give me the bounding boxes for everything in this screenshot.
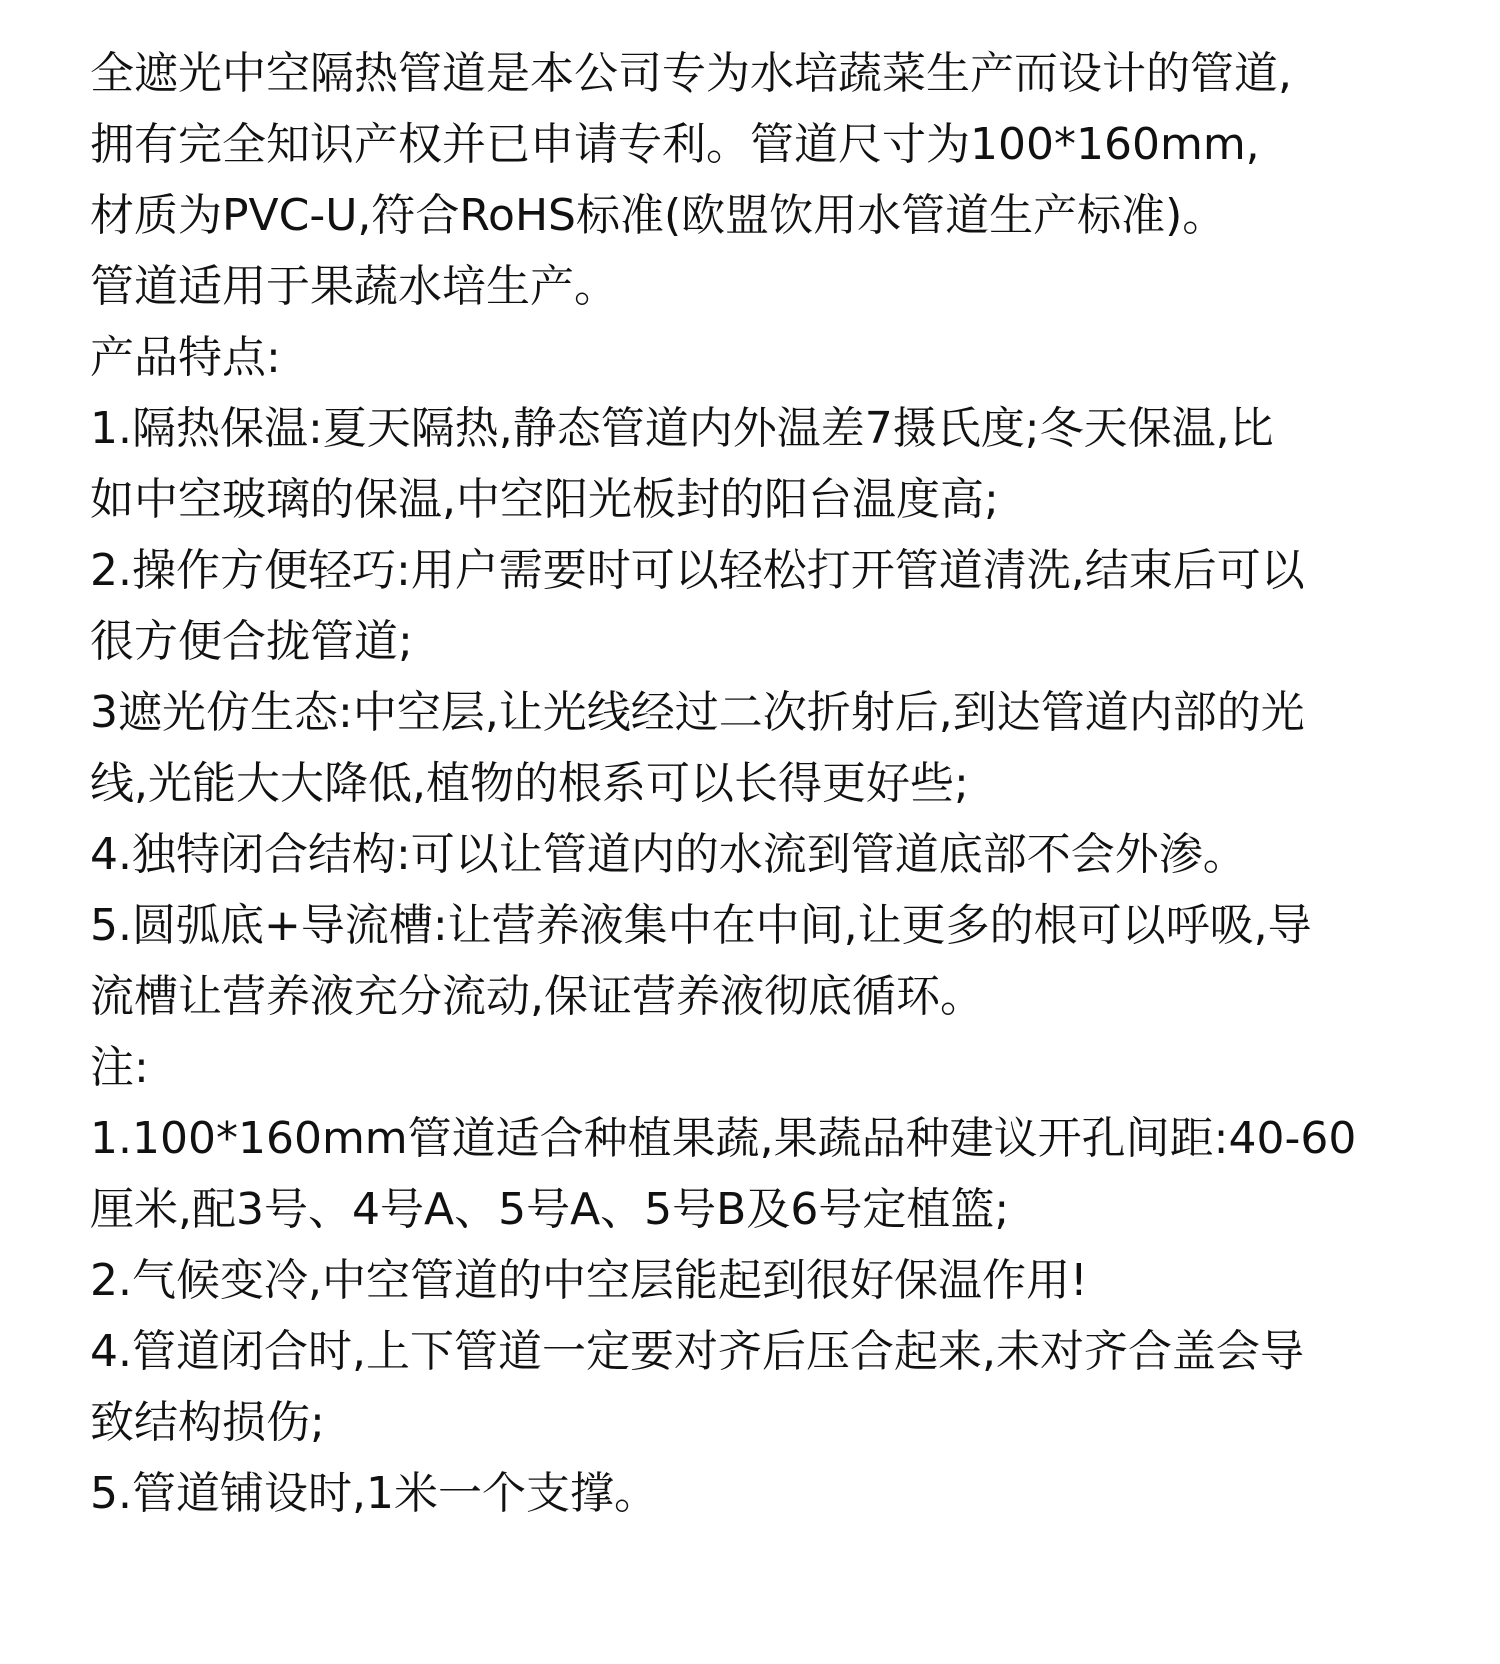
product-description <box>90 38 1430 1529</box>
feature-1-line-1: 1.隔热保温:夏天隔热,静态管道内外温差7摄氏度;冬天保温,比 <box>90 403 1274 454</box>
note-5-line-1: 5.管道铺设时,1米一个支撑。 <box>90 1468 658 1519</box>
feature-3-line-2: 线,光能大大降低,植物的根系可以长得更好些; <box>90 758 969 809</box>
intro-line-1: 全遮光中空隔热管道是本公司专为水培蔬菜生产而设计的管道, <box>90 48 1292 99</box>
feature-2-line-2: 很方便合拢管道; <box>90 616 413 667</box>
feature-1-line-2: 如中空玻璃的保温,中空阳光板封的阳台温度高; <box>90 474 999 525</box>
note-1-line-1: 1.100*160mm管道适合种植果蔬,果蔬品种建议开孔间距:40-60 <box>90 1113 1357 1164</box>
feature-4-line-1: 4.独特闭合结构:可以让管道内的水流到管道底部不会外渗。 <box>90 829 1247 880</box>
note-1-line-2: 厘米,配3号、4号A、5号A、5号B及6号定植篮; <box>90 1184 1010 1235</box>
note-2-line-1: 2.气候变冷,中空管道的中空层能起到很好保温作用! <box>90 1255 1088 1306</box>
intro-line-2: 拥有完全知识产权并已申请专利。管道尺寸为100*160mm, <box>90 119 1260 170</box>
note-4-line-2: 致结构损伤; <box>90 1397 325 1448</box>
note-4-line-1: 4.管道闭合时,上下管道一定要对齐后压合起来,未对齐合盖会导 <box>90 1326 1304 1377</box>
notes-heading: 注: <box>90 1042 149 1093</box>
feature-5-line-1: 5.圆弧底+导流槽:让营养液集中在中间,让更多的根可以呼吸,导 <box>90 900 1312 951</box>
features-heading: 产品特点: <box>90 332 281 383</box>
feature-5-line-2: 流槽让营养液充分流动,保证营养液彻底循环。 <box>90 971 984 1022</box>
feature-2-line-1: 2.操作方便轻巧:用户需要时可以轻松打开管道清洗,结束后可以 <box>90 545 1305 596</box>
intro-line-4: 管道适用于果蔬水培生产。 <box>90 261 618 312</box>
intro-line-3: 材质为PVC-U,符合RoHS标准(欧盟饮用水管道生产标准)。 <box>90 190 1227 241</box>
feature-3-line-1: 3遮光仿生态:中空层,让光线经过二次折射后,到达管道内部的光 <box>90 687 1305 738</box>
